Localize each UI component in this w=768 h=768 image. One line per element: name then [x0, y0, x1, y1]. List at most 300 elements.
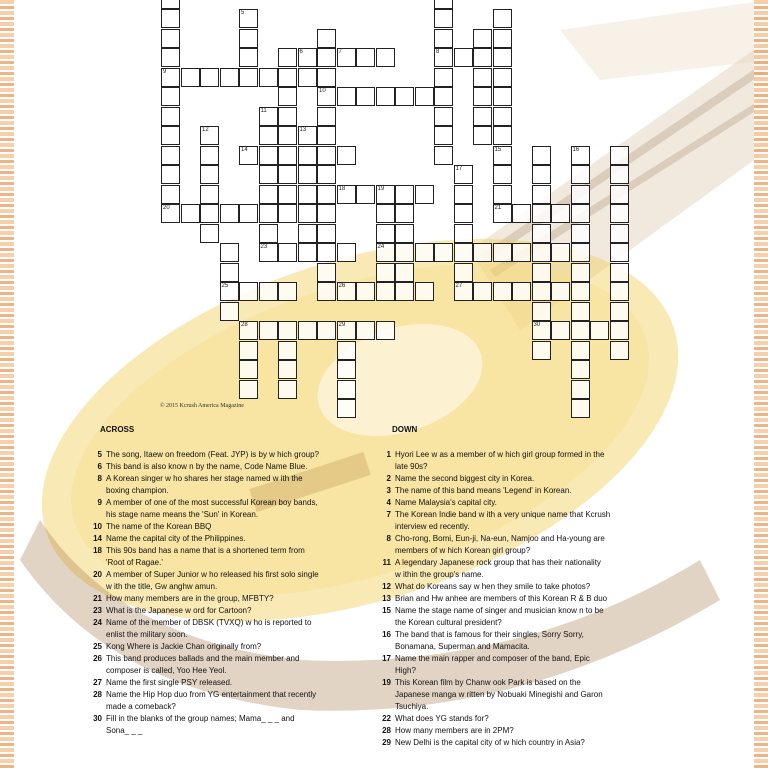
crossword-cell[interactable]: [376, 282, 395, 301]
across-clue: [92, 521, 362, 533]
across-clue: [92, 725, 362, 737]
crossword-cell[interactable]: [493, 204, 512, 223]
crossword-cell[interactable]: [493, 126, 512, 145]
cell-number: 27: [455, 283, 463, 289]
crossword-cell[interactable]: [161, 87, 180, 106]
clue-text: New Delhi is the capital city of w hich country in Asia?: [395, 738, 585, 747]
crossword-cell[interactable]: [337, 360, 356, 379]
clue-number: 19: [382, 678, 391, 687]
crossword-cell[interactable]: [337, 341, 356, 360]
crossword-cell[interactable]: [317, 68, 336, 87]
crossword-cell[interactable]: [259, 68, 278, 87]
crossword-cell[interactable]: [161, 126, 180, 145]
crossword-cell[interactable]: [259, 165, 278, 184]
crossword-cell[interactable]: [161, 9, 180, 28]
crossword-cell[interactable]: [356, 87, 375, 106]
crossword-cell[interactable]: [473, 126, 492, 145]
clue-number: 25: [93, 642, 102, 651]
clue-text: made a comeback?: [106, 702, 176, 711]
crossword-cell[interactable]: [239, 321, 258, 340]
crossword-cell[interactable]: [337, 185, 356, 204]
crossword-cell[interactable]: [337, 87, 356, 106]
clue-number: 30: [93, 714, 102, 723]
crossword-cell[interactable]: [298, 243, 317, 262]
crossword-cell[interactable]: [317, 224, 336, 243]
crossword-cell[interactable]: [454, 243, 473, 262]
down-clue: [381, 533, 651, 545]
crossword-cell[interactable]: [434, 9, 453, 28]
crossword-cell[interactable]: [161, 29, 180, 48]
clue-text: interview ed recently.: [395, 522, 470, 531]
clue-number: 8: [97, 474, 102, 483]
clue-text: Name Malaysia's capital city.: [395, 498, 497, 507]
clue-text: High?: [395, 666, 416, 675]
crossword-cell[interactable]: [278, 107, 297, 126]
crossword-cell[interactable]: [259, 204, 278, 223]
clue-text: enlist the military soon.: [106, 630, 188, 639]
clue-text: Bonamana, Superman and Mamacita.: [395, 642, 530, 651]
crossword-cell[interactable]: [161, 0, 180, 9]
crossword-cell[interactable]: [298, 204, 317, 223]
crossword-cell[interactable]: [317, 185, 336, 204]
crossword-cell[interactable]: [571, 360, 590, 379]
down-clue: [381, 605, 651, 617]
crossword-cell[interactable]: [278, 360, 297, 379]
crossword-cell[interactable]: [395, 282, 414, 301]
down-clue: [381, 617, 651, 629]
clue-text: Kong Where is Jackie Chan originally from?: [106, 642, 262, 651]
crossword-cell[interactable]: [454, 48, 473, 67]
crossword-cell[interactable]: [473, 243, 492, 262]
crossword-cell[interactable]: [298, 165, 317, 184]
crossword-cell[interactable]: [278, 68, 297, 87]
clue-number: 26: [93, 654, 102, 663]
crossword-cell[interactable]: [610, 341, 629, 360]
down-clue: [381, 665, 651, 677]
crossword-cell[interactable]: [493, 185, 512, 204]
cell-number: 25: [221, 283, 229, 289]
crossword-cell[interactable]: [161, 165, 180, 184]
crossword-cell[interactable]: [493, 68, 512, 87]
crossword-cell[interactable]: [259, 321, 278, 340]
crossword-cell[interactable]: [278, 204, 297, 223]
clue-text: composer is called, Yoo Hee Yeol.: [106, 666, 227, 675]
crossword-cell[interactable]: [395, 243, 414, 262]
crossword-cell[interactable]: [434, 68, 453, 87]
crossword-cell[interactable]: [220, 68, 239, 87]
crossword-cell[interactable]: [571, 282, 590, 301]
clue-text: A member of one of the most successful Korean boy bands,: [106, 498, 318, 507]
crossword-cell[interactable]: [571, 321, 590, 340]
crossword-cell[interactable]: [337, 380, 356, 399]
copyright-notice: © 2015 Kcrush America Magazine: [160, 403, 244, 409]
cell-number: 20: [163, 205, 170, 211]
crossword-cell[interactable]: [454, 165, 473, 184]
down-clue: [381, 509, 651, 521]
crossword-cell[interactable]: [434, 29, 453, 48]
crossword-cell[interactable]: [395, 263, 414, 282]
crossword-cell[interactable]: [278, 341, 297, 360]
crossword-cell[interactable]: [532, 282, 551, 301]
crossword-cell[interactable]: [220, 302, 239, 321]
crossword-cell[interactable]: [434, 146, 453, 165]
crossword-cell[interactable]: [454, 263, 473, 282]
cell-number: 16: [572, 146, 580, 153]
down-clue: [381, 581, 651, 593]
crossword-cell[interactable]: [415, 185, 434, 204]
clue-text: 'Root of Ragae.': [106, 558, 163, 567]
crossword-cell[interactable]: [181, 204, 200, 223]
crossword-cell[interactable]: [317, 263, 336, 282]
crossword-cell[interactable]: [493, 146, 512, 165]
crossword-cell[interactable]: [473, 48, 492, 67]
crossword-cell[interactable]: [610, 185, 629, 204]
crossword-cell[interactable]: [317, 165, 336, 184]
crossword-cell[interactable]: [571, 204, 590, 223]
crossword-cell[interactable]: [239, 380, 258, 399]
clue-number: 5: [97, 450, 102, 459]
crossword-cell[interactable]: [239, 48, 258, 67]
across-clue: [92, 449, 362, 461]
crossword-cell[interactable]: [493, 165, 512, 184]
crossword-cell[interactable]: [434, 107, 453, 126]
crossword-cell[interactable]: [317, 321, 336, 340]
crossword-cell[interactable]: [610, 282, 629, 301]
crossword-cell[interactable]: [512, 243, 531, 262]
crossword-cell[interactable]: [610, 204, 629, 223]
across-clue: [92, 629, 362, 641]
crossword-cell[interactable]: [337, 243, 356, 262]
crossword-cell[interactable]: [376, 48, 395, 67]
crossword-cell[interactable]: [220, 263, 239, 282]
down-clue-list: [381, 449, 651, 749]
crossword-cell[interactable]: [395, 185, 414, 204]
crossword-cell[interactable]: [317, 87, 336, 106]
clue-number: 3: [386, 486, 391, 495]
across-clue: [92, 677, 362, 689]
crossword-cell[interactable]: [551, 243, 570, 262]
crossword-cell[interactable]: [376, 87, 395, 106]
clue-text: Japanese manga w ritten by Nobuaki Minegishi and Garon: [395, 690, 603, 699]
crossword-cell[interactable]: [610, 263, 629, 282]
crossword-cell[interactable]: [278, 380, 297, 399]
crossword-cell[interactable]: [610, 146, 629, 165]
crossword-cell[interactable]: [200, 165, 219, 184]
crossword-cell[interactable]: [181, 68, 200, 87]
crossword-cell[interactable]: [571, 224, 590, 243]
crossword-cell[interactable]: [415, 282, 434, 301]
crossword-cell[interactable]: [473, 107, 492, 126]
crossword-cell[interactable]: [512, 204, 531, 223]
clue-number: 28: [382, 726, 391, 735]
crossword-cell[interactable]: [473, 282, 492, 301]
crossword-cell[interactable]: [493, 48, 512, 67]
crossword-cell[interactable]: [337, 48, 356, 67]
clue-text: The band that is famous for their singles, Sorry Sorry,: [395, 630, 584, 639]
cell-number: 15: [494, 146, 502, 153]
crossword-cell[interactable]: [551, 204, 570, 223]
crossword-cell[interactable]: [395, 204, 414, 223]
crossword-cell[interactable]: [532, 321, 551, 340]
clue-number: 8: [386, 534, 391, 543]
crossword-cell[interactable]: [454, 204, 473, 223]
clue-number: 22: [382, 714, 391, 723]
crossword-cell[interactable]: [376, 204, 395, 223]
crossword-cell[interactable]: [220, 282, 239, 301]
clue-number: 13: [382, 594, 391, 603]
crossword-cell[interactable]: [337, 321, 356, 340]
crossword-cell[interactable]: [298, 321, 317, 340]
crossword-cell[interactable]: [278, 282, 297, 301]
crossword-cell[interactable]: [298, 126, 317, 145]
crossword-cell[interactable]: [532, 146, 551, 165]
cell-number: 12: [202, 127, 209, 133]
crossword-cell[interactable]: [571, 302, 590, 321]
crossword-cell[interactable]: [298, 185, 317, 204]
crossword-cell[interactable]: [200, 185, 219, 204]
clue-text: How many members are in 2PM?: [395, 726, 514, 735]
clue-text: How many members are in the group, MFBTY?: [106, 594, 274, 603]
crossword-cell[interactable]: [239, 9, 258, 28]
crossword-cell[interactable]: [239, 29, 258, 48]
crossword-cell[interactable]: [239, 146, 258, 165]
crossword-cell[interactable]: [532, 185, 551, 204]
crossword-cell[interactable]: [493, 107, 512, 126]
crossword-cell[interactable]: [317, 126, 336, 145]
cell-number: 7: [338, 49, 342, 55]
crossword-cell[interactable]: [298, 48, 317, 67]
crossword-cell[interactable]: [473, 87, 492, 106]
crossword-cell[interactable]: [278, 126, 297, 145]
clue-text: Name the Hip Hop duo from YG entertainment that recently: [106, 690, 317, 699]
crossword-cell[interactable]: [161, 146, 180, 165]
crossword-cell[interactable]: [278, 165, 297, 184]
clue-text: This band produces ballads and the main member and: [106, 654, 300, 663]
crossword-cell[interactable]: [434, 0, 453, 9]
crossword-cell[interactable]: [200, 126, 219, 145]
crossword-cell[interactable]: [337, 399, 356, 418]
crossword-cell[interactable]: [571, 185, 590, 204]
across-clue-list: [92, 449, 362, 737]
crossword-cell[interactable]: [532, 341, 551, 360]
crossword-cell[interactable]: [571, 165, 590, 184]
crossword-cell[interactable]: [220, 204, 239, 223]
crossword-cell[interactable]: [259, 282, 278, 301]
across-clue: [92, 641, 362, 653]
crossword-cell[interactable]: [259, 107, 278, 126]
crossword-cell[interactable]: [259, 185, 278, 204]
crossword-cell[interactable]: [298, 68, 317, 87]
crossword-cell[interactable]: [415, 243, 434, 262]
crossword-cell[interactable]: [200, 68, 219, 87]
crossword-cell[interactable]: [493, 29, 512, 48]
cell-number: 10: [319, 88, 326, 94]
crossword-cell[interactable]: [532, 302, 551, 321]
crossword-cell[interactable]: [220, 243, 239, 262]
crossword-cell[interactable]: [259, 146, 278, 165]
cell-number: 21: [494, 205, 502, 211]
crossword-cell[interactable]: [356, 282, 375, 301]
crossword-cell[interactable]: [317, 204, 336, 223]
crossword-cell[interactable]: [395, 224, 414, 243]
crossword-cell[interactable]: [259, 126, 278, 145]
crossword-cell[interactable]: [161, 68, 180, 87]
crossword-cell[interactable]: [278, 185, 297, 204]
crossword-cell[interactable]: [454, 185, 473, 204]
crossword-cell[interactable]: [493, 87, 512, 106]
crossword-cell[interactable]: [415, 87, 434, 106]
crossword-cell[interactable]: [278, 48, 297, 67]
clue-text: A legendary Japanese rock group that has their nationality: [395, 558, 601, 567]
crossword-cell[interactable]: [434, 87, 453, 106]
down-clue: [381, 713, 651, 725]
crossword-cell[interactable]: [161, 204, 180, 223]
clue-number: 27: [93, 678, 102, 687]
crossword-cell[interactable]: [571, 146, 590, 165]
crossword-cell[interactable]: [376, 321, 395, 340]
across-clue: [92, 689, 362, 701]
cell-number: 8: [436, 49, 440, 55]
down-clue: [381, 689, 651, 701]
clue-text: Name the main rapper and composer of the band, Epic: [395, 654, 590, 663]
clue-number: 29: [382, 738, 391, 747]
crossword-cell[interactable]: [551, 321, 570, 340]
right-decorative-border: [754, 0, 768, 768]
crossword-cell[interactable]: [278, 243, 297, 262]
crossword-cell[interactable]: [298, 224, 317, 243]
crossword-cell[interactable]: [590, 321, 609, 340]
crossword-cell[interactable]: [356, 185, 375, 204]
crossword-cell[interactable]: [337, 146, 356, 165]
crossword-cell[interactable]: [610, 165, 629, 184]
crossword-cell[interactable]: [551, 282, 570, 301]
down-clue: [381, 701, 651, 713]
crossword-cell[interactable]: [317, 29, 336, 48]
crossword-cell[interactable]: [376, 185, 395, 204]
crossword-cell[interactable]: [473, 68, 492, 87]
crossword-cell[interactable]: [278, 321, 297, 340]
crossword-cell[interactable]: [493, 282, 512, 301]
crossword-cell[interactable]: [298, 146, 317, 165]
crossword-cell[interactable]: [200, 204, 219, 223]
crossword-cell[interactable]: [356, 321, 375, 340]
clue-text: This 90s band has a name that is a shortened term from: [106, 546, 305, 555]
crossword-cell[interactable]: [239, 341, 258, 360]
clue-number: 12: [382, 582, 391, 591]
crossword-cell[interactable]: [532, 243, 551, 262]
crossword-cell[interactable]: [395, 87, 414, 106]
crossword-cell[interactable]: [259, 224, 278, 243]
crossword-cell[interactable]: [278, 146, 297, 165]
crossword-cell[interactable]: [571, 263, 590, 282]
crossword-cell[interactable]: [512, 282, 531, 301]
clue-number: 18: [93, 546, 102, 555]
cell-number: 28: [241, 322, 248, 328]
crossword-cell[interactable]: [610, 302, 629, 321]
crossword-cell[interactable]: [161, 48, 180, 67]
crossword-cell[interactable]: [610, 224, 629, 243]
crossword-cell[interactable]: [434, 243, 453, 262]
cell-number: 26: [338, 283, 346, 289]
clue-number: 2: [386, 474, 391, 483]
clue-text: What do Koreans say w hen they smile to take photos?: [395, 582, 591, 591]
crossword-cell[interactable]: [239, 204, 258, 223]
clue-number: 9: [97, 498, 102, 507]
crossword-cell[interactable]: [532, 263, 551, 282]
crossword-cell[interactable]: [278, 87, 297, 106]
clue-text: Cho-rong, Bomi, Eun-ji, Na-eun, Namjoo and Ha-young are: [395, 534, 605, 543]
cell-number: 18: [338, 185, 346, 192]
crossword-cell[interactable]: [317, 282, 336, 301]
across-clue: [92, 701, 362, 713]
crossword-cell[interactable]: [532, 165, 551, 184]
across-clue: [92, 617, 362, 629]
crossword-cell[interactable]: [610, 243, 629, 262]
crossword-cell[interactable]: [434, 126, 453, 145]
cell-number: 11: [260, 107, 267, 114]
clue-text: Hyori Lee w as a member of w hich girl group formed in the: [395, 450, 605, 459]
crossword-cell[interactable]: [454, 282, 473, 301]
crossword-cell[interactable]: [376, 263, 395, 282]
clue-number: 11: [382, 558, 391, 567]
crossword-cell[interactable]: [610, 321, 629, 340]
crossword-cell[interactable]: [161, 107, 180, 126]
crossword-cell[interactable]: [532, 204, 551, 223]
clue-text: A Korean singer w ho shares her stage named w ith the: [106, 474, 303, 483]
crossword-cell[interactable]: [493, 243, 512, 262]
across-clue: [92, 569, 362, 581]
down-clue: [381, 461, 651, 473]
crossword-cell[interactable]: [376, 224, 395, 243]
crossword-cell[interactable]: [337, 282, 356, 301]
crossword-cell[interactable]: [259, 243, 278, 262]
cell-number: 5: [241, 10, 245, 16]
across-clue: [92, 557, 362, 569]
down-clue: [381, 641, 651, 653]
crossword-cell[interactable]: [200, 224, 219, 243]
crossword-cell[interactable]: [473, 29, 492, 48]
crossword-cell[interactable]: [317, 146, 336, 165]
crossword-cell[interactable]: [239, 360, 258, 379]
across-heading: ACROSS: [100, 425, 135, 434]
clue-text: Tsuchiya.: [395, 702, 429, 711]
crossword-cell[interactable]: [239, 282, 258, 301]
crossword-cell[interactable]: [571, 341, 590, 360]
clue-text: A member of Super Junior w ho released his first solo single: [106, 570, 319, 579]
crossword-cell[interactable]: [239, 68, 258, 87]
crossword-cell[interactable]: [376, 243, 395, 262]
down-clue: [381, 737, 651, 749]
across-clue: [92, 713, 362, 725]
crossword-cell[interactable]: [161, 185, 180, 204]
crossword-cell[interactable]: [356, 48, 375, 67]
across-clue: [92, 545, 362, 557]
crossword-cell[interactable]: [493, 9, 512, 28]
crossword-cell[interactable]: [317, 107, 336, 126]
down-clue: [381, 497, 651, 509]
cell-number: 29: [338, 322, 346, 328]
crossword-cell[interactable]: [571, 380, 590, 399]
crossword-cell[interactable]: [317, 48, 336, 67]
crossword-cell[interactable]: [571, 399, 590, 418]
crossword-cell[interactable]: [434, 48, 453, 67]
down-clue: [381, 521, 651, 533]
crossword-cell[interactable]: [532, 224, 551, 243]
crossword-cell[interactable]: [317, 243, 336, 262]
crossword-cell[interactable]: [454, 224, 473, 243]
crossword-cell[interactable]: [571, 243, 590, 262]
crossword-cell[interactable]: [200, 146, 219, 165]
